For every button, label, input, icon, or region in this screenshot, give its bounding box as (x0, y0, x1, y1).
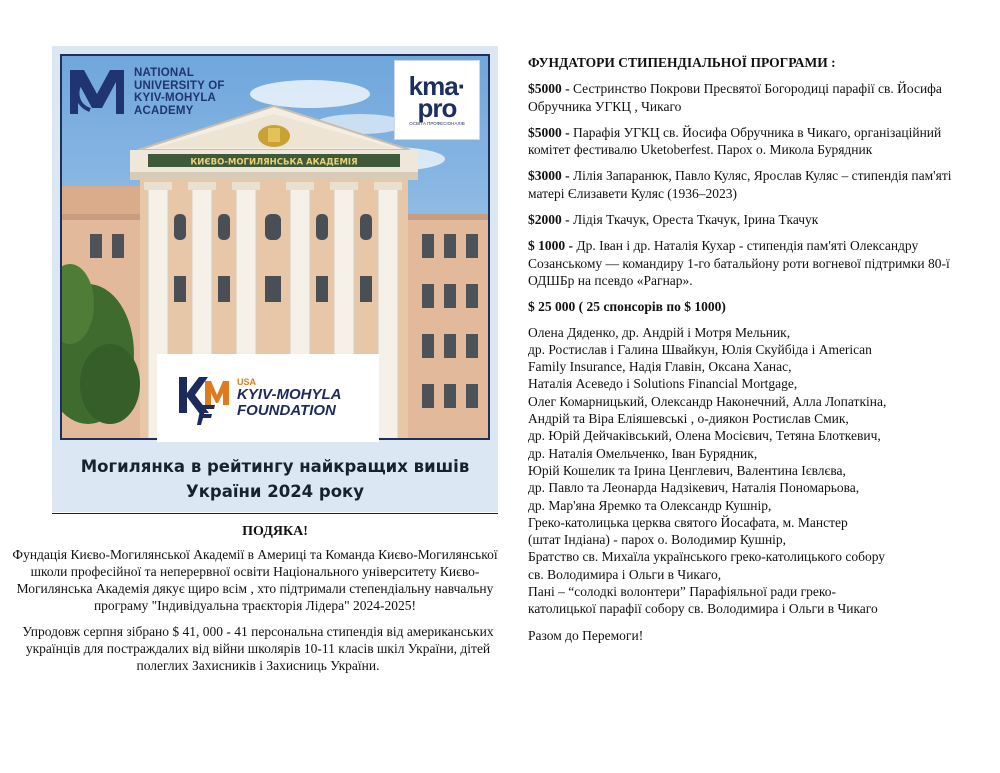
founder-amount: $5000 - (528, 81, 570, 97)
founder-entry (528, 237, 978, 289)
kmf-monogram-icon (175, 369, 233, 427)
sponsor-line: Пані – “солодкі волонтери” Парафіяльної ради греко- (528, 584, 837, 600)
founder-amount: $5000 - (528, 124, 570, 140)
sponsor-line: (штат Індіана) - парох о. Володимир Кушнір, (528, 532, 787, 548)
founder-text: Сестринство Покрови Пресвятої Богородиці парафії св. Йосифа Обручника УГКЦ , Чикаго (528, 81, 942, 114)
sponsor-line: католицької парафії собору св. Володимира і Ольги в Чикаго (528, 601, 878, 617)
founder-entry (528, 167, 978, 202)
sponsor-line: св. Володимира і Ольги в Чикаго, (528, 566, 722, 582)
sponsors-list (528, 324, 978, 618)
founders-column (528, 54, 978, 644)
thanks-section (12, 523, 498, 674)
founder-entry (528, 124, 978, 159)
sponsor-line: Андрій та Віра Еліяшевські , о-диякон Ростислав Смик, (528, 411, 849, 427)
poster (52, 46, 498, 512)
foundation-name-line2: FOUNDATION (237, 402, 336, 419)
founders-title: ФУНДАТОРИ СТИПЕНДІАЛЬНОЇ ПРОГРАМИ : (528, 55, 836, 70)
founder-amount: $2000 - (528, 212, 570, 228)
founder-text: Др. Іван і др. Наталія Кухар - стипендія пам'яті Олександру Созанському — командиру 1-го батальйону роти вогневої підтримки 80-ї ОДШБр на псевдо «Рагнар». (528, 238, 950, 288)
sponsor-line: Олена Дяденко, др. Андрій і Мотря Мельник, (528, 324, 791, 340)
left-column (12, 46, 498, 674)
foundation-logo-text (237, 377, 341, 419)
rating-headline-line1: Могилянка в рейтингу найкращих вишів (80, 457, 470, 476)
closing-line: Разом до Перемоги! (528, 627, 644, 643)
founder-amount: $ 1000 - (528, 238, 573, 254)
thanks-paragraph: Фундація Києво-Могилянської Академії в Америці та Команда Києво-Могилянської школи професійної та неперервної освіти Національного університету Києво-Могилянська Академія дякує щиро всім , хто підтримали степендіальну навчальну програму "Індивідуальна траєкторія Лідера" 2024-2025! (12, 547, 498, 613)
sponsor-line: др. Юрій Дейчаківський, Олена Мосієвич, Тетяна Блоткевич, (528, 428, 881, 444)
kmapro-logo (394, 60, 480, 140)
founder-entry (528, 211, 978, 228)
divider (52, 513, 498, 514)
kmapro-brand-2: pro (417, 92, 457, 123)
kmapro-subtitle: ОСВІТА ПРОФЕСІОНАЛІВ (409, 120, 465, 126)
sponsor-line: др. Мар'яна Яремко та Олександр Кушнір, (528, 497, 772, 513)
facade-sign-text: КИЄВО-МОГИЛЯНСЬКА АКАДЕМІЯ (190, 157, 358, 168)
university-logo-line: ACADEMY (134, 104, 194, 117)
sponsor-line: Олег Комарницький, Олександр Наконечний, Алла Лопаткіна, (528, 393, 887, 409)
sponsor-line: Наталія Асеведо і Solutions Financial Mortgage, (528, 376, 798, 392)
founder-text: Парафія УГКЦ св. Йосифа Обручника в Чикаго, організаційний комітет фестивалю Uketoberfest. Парох о. Микола Бурядник (528, 124, 942, 158)
sponsor-line: Family Insurance, Надія Главін, Оксана Ханас, (528, 359, 792, 375)
founder-entry (528, 80, 978, 115)
foundation-name-line1: KYIV-MOHYLA (237, 386, 342, 403)
university-logo (66, 64, 225, 120)
sponsor-line: др. Ростислав і Галина Швайкун, Юлія Скуйбіда і American (528, 341, 872, 357)
sponsor-line: др. Наталія Омельченко, Іван Бурядник, (528, 445, 758, 461)
university-logo-line: KYIV-MOHYLA (134, 92, 217, 104)
naukma-monogram-icon (66, 64, 128, 120)
sponsor-line: Юрій Кошелик та Ірина Ценглевич, Валентина Ієвлєва, (528, 462, 846, 478)
thanks-title: ПОДЯКА! (242, 524, 308, 539)
fundraising-summary: Упродовж серпня зібрано $ 41, 000 - 41 персональна стипендія від американських українців для постраждалих від війни школярів 10-11 класів шкіл України, дітей полеглих Захисників і Захисниць України. (22, 624, 494, 673)
kmapro-brand: kma· (408, 70, 466, 101)
university-logo-text (134, 67, 225, 117)
sponsor-line: Братство св. Михаїла українського греко-католицького собору (528, 549, 886, 565)
founder-text: Лілія Запаранюк, Павло Куляс, Ярослав Куляс – стипендія пам'яті матері Єлизавети Куляс (1936–2023) (528, 168, 952, 201)
university-logo-line: NATIONAL (134, 67, 195, 79)
sponsor-line: др. Павло та Леонарда Надзікевич, Наталія Пономарьова, (528, 480, 860, 496)
sponsors-heading: $ 25 000 ( 25 спонсорів по $ 1000) (528, 299, 726, 315)
rating-headline (52, 454, 498, 504)
founder-text: Лідія Ткачук, Ореста Ткачук, Ірина Ткачук (569, 212, 819, 228)
foundation-logo (157, 354, 379, 442)
sponsor-line: Греко-католицька церква святого Йосафата, м. Манстер (528, 514, 848, 530)
university-logo-line: UNIVERSITY OF (134, 79, 225, 92)
founder-amount: $3000 - (528, 168, 570, 184)
rating-headline-line2: України 2024 року (186, 482, 364, 501)
foundation-country: USA (237, 377, 257, 387)
